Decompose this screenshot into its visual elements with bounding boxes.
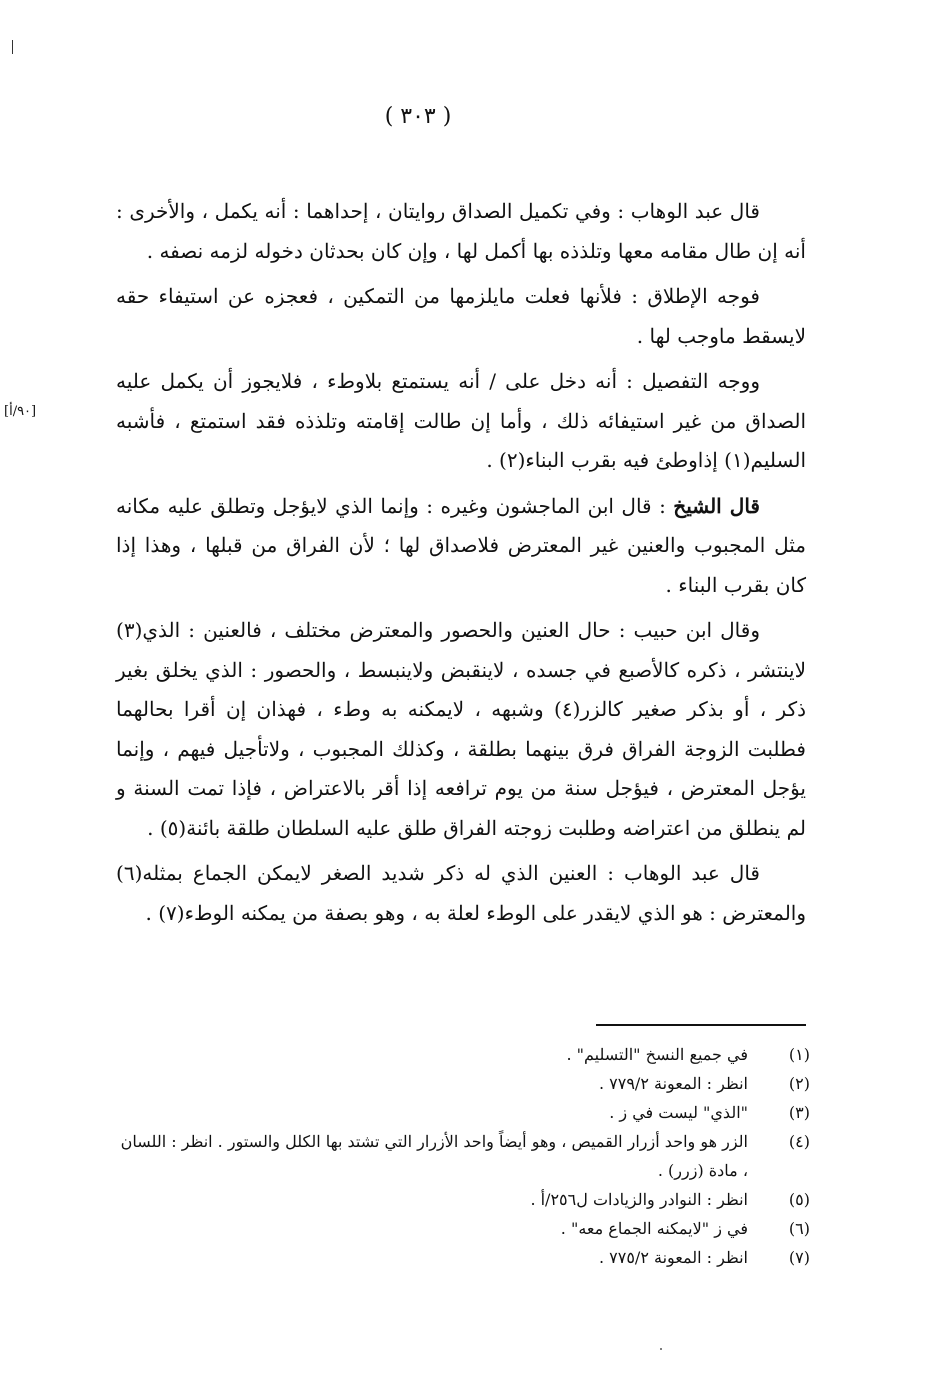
footnote-text: انظر : المعونة ٧٧٥/٢ . bbox=[598, 1248, 748, 1267]
footnote-number: (٢) bbox=[788, 1074, 810, 1093]
footnote-text: انظر : النوادر والزيادات ل٢٥٦/أ . bbox=[530, 1190, 748, 1209]
footnote-number: (١) bbox=[788, 1045, 810, 1064]
paragraph-text: فوجه الإطلاق : فلأنها فعلت مايلزمها من التمكين ، فعجزه عن استيفاء حقه لايسقط ماوجب لها . bbox=[116, 284, 806, 348]
paragraph bbox=[116, 192, 806, 271]
footnote-number: (٣) bbox=[788, 1103, 810, 1122]
paragraph-text: قال عبد الوهاب : العنين الذي له ذكر شديد الصغر لايمكن الجماع بمثله(٦) والمعترض : هو الذي لايقدر على الوطء لعلة به ، وهو بصفة من يمكنه الوطء(٧) . bbox=[116, 861, 806, 925]
footnote bbox=[120, 1185, 810, 1214]
speaker-label: قال الشيخ bbox=[673, 493, 760, 518]
footnote bbox=[120, 1243, 810, 1272]
paragraph-text: وقال ابن حبيب : حال العنين والحصور والمعترض مختلف ، فالعنين : الذي(٣) لاينتشر ، ذكره كالأصبع في جسده ، لاينقبض ولاينبسط ، والحصور : الذي يخلق بغير ذكر ، أو بذكر صغير كالزر(٤) وشبهه ، لايمكنه به وطء ، فهذان إن أقرا بحالهما فطلبت الزوجة الفراق فرق بينهما بطلقة ، وكذلك المجبوب ، ولاتأجيل فيهم ، وإنما يؤجل المعترض ، فيؤجل سنة من يوم ترافعه إذا أقر بالاعتراض ، فإذا تمت السنة و لم ينطلق من اعتراضه وطلبت زوجته الفراق طلق عليه السلطان طلقة بائنة(٥) . bbox=[116, 618, 806, 840]
footnote-number: (٤) bbox=[788, 1132, 810, 1151]
footnote-text: الزر هو واحد أزرار القميص ، وهو أيضاً واحد الأزرار التي تشتد بها الكلل والستور . انظر : اللسان ، مادة (زرر) . bbox=[120, 1132, 748, 1180]
paragraph bbox=[116, 277, 806, 356]
footnote bbox=[120, 1214, 810, 1243]
footnote bbox=[120, 1098, 810, 1127]
footnote-number: (٦) bbox=[788, 1219, 810, 1238]
footnote-number: (٧) bbox=[788, 1248, 810, 1267]
footnote bbox=[120, 1127, 810, 1185]
footnotes bbox=[120, 1040, 810, 1272]
main-text bbox=[116, 192, 806, 939]
scan-speck bbox=[660, 1348, 662, 1350]
footnote-text: "الذي" ليست في ز . bbox=[609, 1103, 748, 1122]
footnote-number: (٥) bbox=[788, 1190, 810, 1209]
paragraph bbox=[116, 611, 806, 848]
footnote-text: في جميع النسخ "التسليم" . bbox=[566, 1045, 748, 1064]
footnote-text: في ز "لايمكنه الجماع معه" . bbox=[560, 1219, 748, 1238]
footnote bbox=[120, 1069, 810, 1098]
footnote bbox=[120, 1040, 810, 1069]
margin-folio-note: [٩٠/أ] bbox=[4, 404, 37, 419]
paragraph bbox=[116, 487, 806, 606]
page-number: ( ٣٠٣ ) bbox=[384, 104, 452, 129]
paragraph-text: قال عبد الوهاب : وفي تكميل الصداق روايتان ، إحداهما : أنه يكمل ، والأخرى : أنه إن طال مقامه معها وتلذذه بها أكمل لها ، وإن كان بحدثان دخوله لزمه نصفه . bbox=[116, 199, 806, 263]
paragraph-text: ووجه التفصيل : أنه دخل على / أنه يستمتع بلاوطء ، فلايجوز أن يكمل عليه الصداق من غير استيفائه ذلك ، وأما إن طالت إقامته وتلذذه فقد استمتع ، فأشبه السليم(١) إذاوطئ فيه بقرب البناء(٢) . bbox=[116, 369, 806, 472]
paragraph bbox=[116, 854, 806, 933]
paragraph-text: : قال ابن الماجشون وغيره : وإنما الذي لايؤجل وتطلق عليه مكانه مثل المجبوب والعنين غير المعترض فلاصداق لها ؛ لأن الفراق من قبلها ، وهذا إذا كان بقرب البناء . bbox=[116, 493, 806, 597]
paragraph bbox=[116, 362, 806, 481]
footnote-text: انظر : المعونة ٧٧٩/٢ . bbox=[598, 1074, 748, 1093]
footnote-separator bbox=[596, 1024, 806, 1026]
scan-edge-mark bbox=[12, 40, 13, 54]
